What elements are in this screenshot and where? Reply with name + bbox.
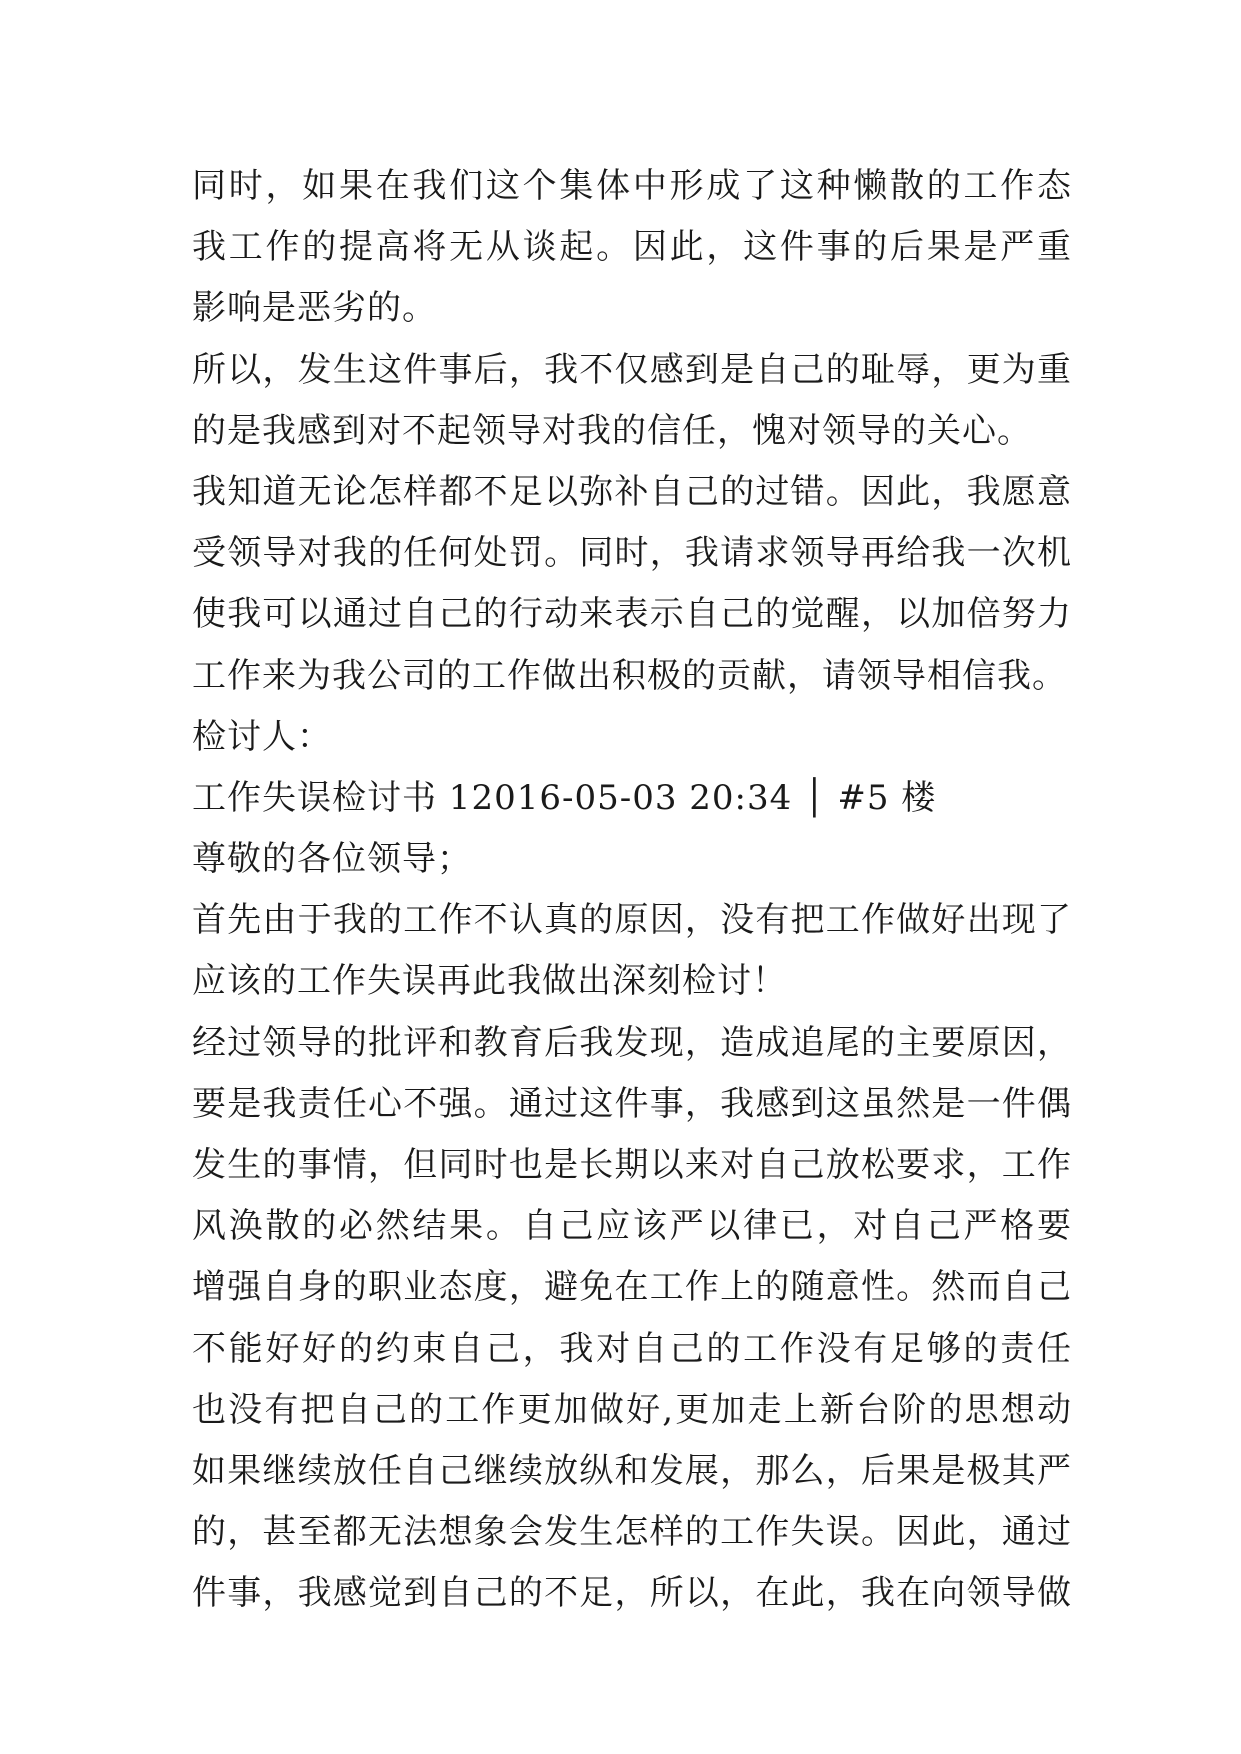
text-line: 风涣散的必然结果。自己应该严以律已，对自己严格要 bbox=[192, 1206, 1072, 1247]
text-line: 经过领导的批评和教育后我发现，造成追尾的主要原因， bbox=[192, 1022, 1072, 1063]
text-line: 也没有把自己的工作更加做好,更加走上新台阶的思想动 bbox=[192, 1389, 1072, 1430]
text-line: 影响是恶劣的。 bbox=[192, 288, 437, 329]
text-line: 我知道无论怎样都不足以弥补自己的过错。因此，我愿意 bbox=[192, 471, 1072, 512]
text-line: 的，甚至都无法想象会发生怎样的工作失误。因此，通过 bbox=[192, 1512, 1072, 1553]
text-line: 增强自身的职业态度，避免在工作上的随意性。然而自己 bbox=[192, 1267, 1072, 1308]
text-line: 检讨人： bbox=[192, 716, 332, 757]
text-line: 要是我责任心不强。通过这件事，我感到这虽然是一件偶 bbox=[192, 1083, 1072, 1124]
text-line: 发生的事情，但同时也是长期以来对自己放松要求，工作 bbox=[192, 1145, 1072, 1185]
text-line: 尊敬的各位领导； bbox=[192, 839, 472, 880]
text-line: 如果继续放任自己继续放纵和发展，那么，后果是极其严 bbox=[192, 1450, 1072, 1491]
text-line: 使我可以通过自己的行动来表示自己的觉醒，以加倍努力 bbox=[192, 594, 1072, 635]
text-line: 工作来为我公司的工作做出积极的贡献，请领导相信我。 bbox=[192, 655, 1067, 696]
text-line: 工作失误检讨书 12016-05-03 20:34 │ #5 楼 bbox=[192, 777, 937, 818]
text-line: 首先由于我的工作不认真的原因，没有把工作做好出现了 bbox=[192, 900, 1072, 941]
text-line: 应该的工作失误再此我做出深刻检讨！ bbox=[192, 961, 787, 1002]
document-body bbox=[192, 156, 1072, 1625]
text-line: 所以，发生这件事后，我不仅感到是自己的耻辱，更为重 bbox=[192, 349, 1072, 390]
text-line: 我工作的提高将无从谈起。因此，这件事的后果是严重 bbox=[192, 227, 1072, 268]
text-line: 受领导对我的任何处罚。同时，我请求领导再给我一次机 bbox=[192, 533, 1072, 574]
text-line: 同时，如果在我们这个集体中形成了这种懒散的工作态 bbox=[192, 166, 1072, 206]
text-line: 的是我感到对不起领导对我的信任，愧对领导的关心。 bbox=[192, 410, 1032, 451]
text-line: 件事，我感觉到自己的不足，所以，在此，我在向领导做 bbox=[192, 1573, 1072, 1614]
text-line: 不能好好的约束自己，我对自己的工作没有足够的责任 bbox=[192, 1328, 1072, 1369]
